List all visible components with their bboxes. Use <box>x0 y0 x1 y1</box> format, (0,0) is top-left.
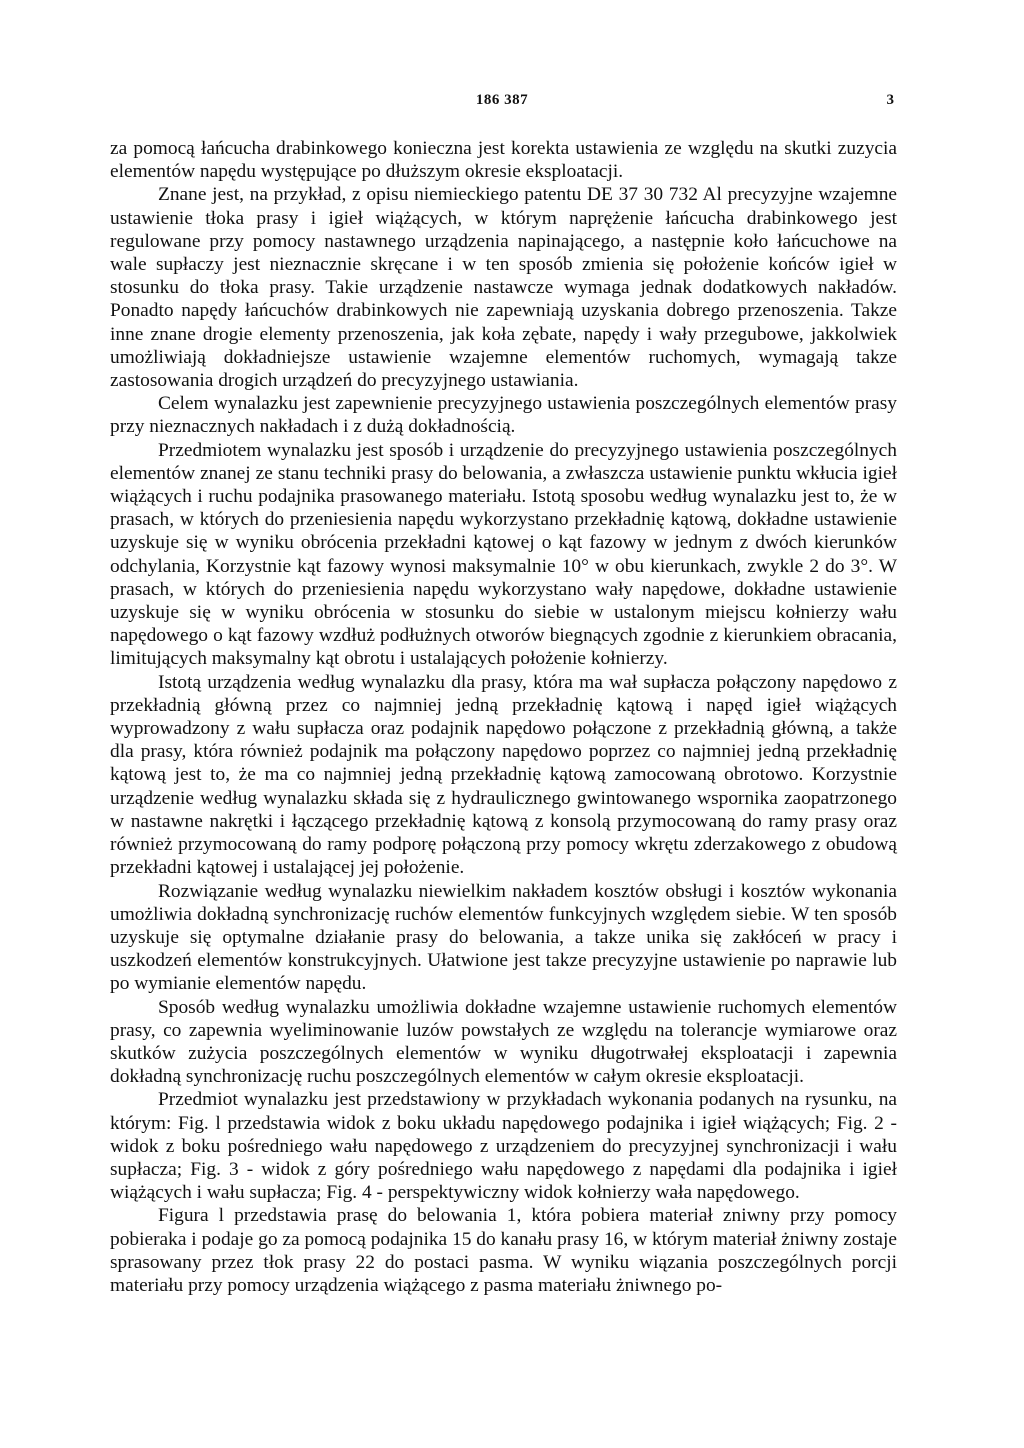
paragraph: Figura l przedstawia prasę do belowania 1, która pobiera materiał zniwny przy pomocy pobieraka i podaje go za pomocą podajnika 15 do kanału prasy 16, w którym materiał żniwny zostaje sprasowany przez tłok prasy 22 do postaci pasma. W wyniku wiązania poszczególnych porcji materiału przy pomocy urządzenia wiążącego z pasma materiału żniwnego po- <box>110 1205 897 1296</box>
paragraph: Przedmiot wynalazku jest przedstawiony w przykładach wykonania podanych na rysunku, na którym: Fig. l przedstawia widok z boku układu napędowego podajnika i igieł wiążących; Fig. 2 - widok z boku pośredniego wału napędowego z urządzeniem do precyzyjnej synchronizacji i wału supłacza; Fig. 3 - widok z góry pośredniego wału napędowego z napędami dla podajnika i igieł wiążących i wału supłacza; Fig. 4 - perspektywiczny widok kołnierzy wała napędowego. <box>110 1089 897 1204</box>
paragraph: Sposób według wynalazku umożliwia dokładne wzajemne ustawienie ruchomych elementów prasy, co zapewnia wyeliminowanie luzów powstałych ze względu na tolerancje wymiarowe oraz skutków zużycia poszczególnych elementów w wyniku długotrwałej eksploatacji i zapewnia dokładną synchronizację ruchu poszczególnych elementów w całym okresie eksploatacji. <box>110 996 897 1088</box>
page-header <box>110 92 894 114</box>
paragraph: Przedmiotem wynalazku jest sposób i urządzenie do precyzyjnego ustawienia poszczególnych elementów znanej ze stanu techniki prasy do belowania, a zwłaszcza ustawienie punktu wkłucia igieł wiążących i ruchu podajnika prasowanego materiału. Istotą sposobu według wynalazku jest to, że w prasach, w których do przeniesienia napędu wykorzystano przekładnię kątową, dokładne ustawienie uzyskuje się w wyniku obrócenia przekładni kątowej o kąt fazowy w jednym z dwóch kierunków odchylania, Korzystnie kąt fazowy wynosi maksymalnie 10° w obu kierunkach, zwykle 2 do 3°. W prasach, w których do przeniesienia napędu wykorzystano wały napędowe, dokładne ustawienie uzyskuje się w wyniku obrócenia w stosunku do siebie w ustalonym miejscu kołnierzy wału napędowego o kąt fazowy wzdłuż podłużnych otworów biegnących zgodnie z kierunkiem obracania, limitujących maksymalny kąt obrotu i ustalających położenie kołnierzy. <box>110 439 897 670</box>
body-text <box>110 137 897 1297</box>
page-number: 3 <box>886 92 894 108</box>
paragraph: Rozwiązanie według wynalazku niewielkim nakładem kosztów obsługi i kosztów wykonania umożliwia dokładną synchronizację ruchów elementów funkcyjnych względem siebie. W ten sposób uzyskuje się optymalne działanie prasy do belowania, a takze unika się zakłóceń w pracy i uszkodzeń elementów konstrukcyjnych. Ułatwione jest takze precyzyjne ustawienie po naprawie lub po wymianie elementów napędu. <box>110 880 897 995</box>
paragraph: za pomocą łańcucha drabinkowego konieczna jest korekta ustawienia ze względu na skutki zuzycia elementów napędu występujące po dłuższym okresie eksploatacji. <box>110 138 897 183</box>
paragraph: Celem wynalazku jest zapewnienie precyzyjnego ustawienia poszczególnych elementów prasy przy nieznacznych nakładach i z dużą dokładnością. <box>110 393 897 438</box>
paragraph: Istotą urządzenia według wynalazku dla prasy, która ma wał supłacza połączony napędowo z przekładnią główną przez co najmniej jedną przekładnię kątową i napęd igieł wiążących wyprowadzony z wału supłacza oraz podajnik napędowo połączone z przekładnią główną, a także dla prasy, która również podajnik ma połączony napędowo poprzez co najmniej jedną przekładnię kątową jest to, że ma co najmniej jedną przekładnię kątową zamocowaną obrotowo. Korzystnie urządzenie według wynalazku składa się z hydraulicznego gwintowanego wspornika zaopatrzonego w nastawne nakrętki i łączącego przekładnię kątową z konsolą przymocowaną do ramy prasy oraz również przymocowaną do ramy podporę połączoną przy pomocy wkrętu zderzakowego z obudową przekładni kątowej i ustalającej jej położenie. <box>110 671 897 879</box>
paragraph: Znane jest, na przykład, z opisu niemieckiego patentu DE 37 30 732 Al precyzyjne wzajemne ustawienie tłoka prasy i igieł wiążących, w którym naprężenie łańcucha drabinkowego jest regulowane przy pomocy nastawnego urządzenia napinającego, a następnie koło łańcuchowe na wale supłaczy jest nieznacznie skręcane i w ten sposób zmienia się położenie końców igieł w stosunku do tłoka prasy. Takie urządzenie nastawcze wymaga jednak dodatkowych nakładów. Ponadto napędy łańcuchów drabinkowych nie zapewniają uzyskania dobrego przenoszenia. Takze inne znane drogie elementy przenoszenia, jak koła zębate, napędy i wały przegubowe, jakkolwiek umożliwiają dokładniejsze ustawienie wzajemne elementów ruchomych, wymagają takze zastosowania drogich urządzeń do precyzyjnego ustawiania. <box>110 184 897 392</box>
patent-number: 186 387 <box>475 92 529 108</box>
